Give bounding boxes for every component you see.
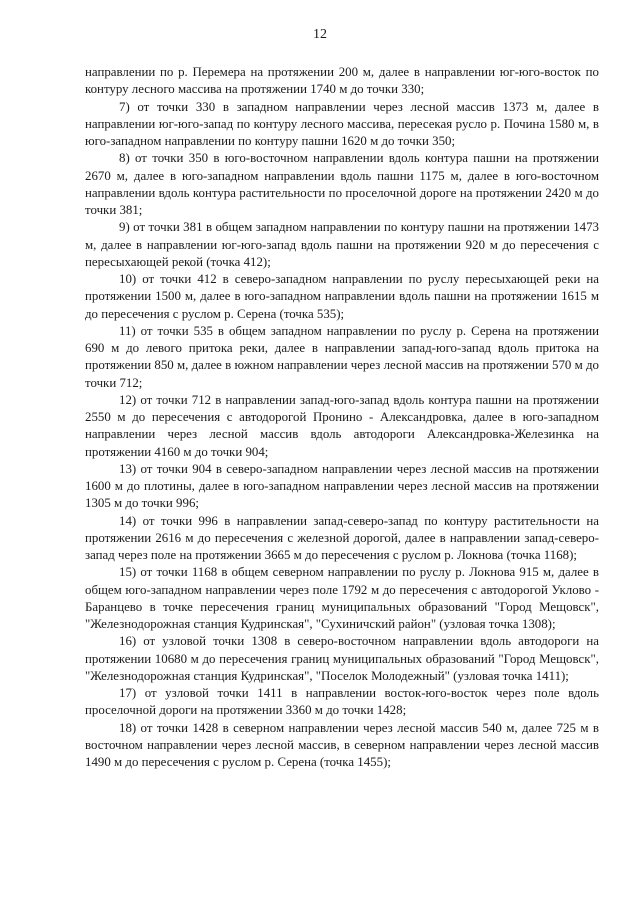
paragraph-item-16: 16) от узловой точки 1308 в северо-восточном направлении вдоль автодороги на протяжении 10680 м до пересечения границ муниципальных образований "Город Мещовск", "Железнодорожная станция Кудринская", "Поселок Молодежный" (узловая точка 1411); bbox=[85, 634, 599, 683]
paragraph-item-8: 8) от точки 350 в юго-восточном направлении вдоль контура пашни на протяжении 2670 м, далее в юго-западном направлении вдоль пашни 1175 м, далее в юго-восточном направлении вдоль контура растительности по проселочной дороге на протяжении 2420 м до точки 381; bbox=[85, 151, 599, 217]
paragraph-item-9: 9) от точки 381 в общем западном направлении по контуру пашни на протяжении 1473 м, далее в направлении юг-юго-запад вдоль пашни на протяжении 920 м до пересечения с пересыхающей рекой (точка 412); bbox=[85, 220, 599, 269]
paragraph-item-15: 15) от точки 1168 в общем северном направлении по руслу р. Локнова 915 м, далее в общем юго-западном направлении через поле 1792 м до пересечения с автодорогой Уклово - Баранцево в точке пересечения границ муниципальных образований "Город Мещовск", "Железнодорожная станция Кудринская", "Сухиничский район" (узловая точка 1308); bbox=[85, 565, 599, 631]
paragraph-item-11: 11) от точки 535 в общем западном направлении по руслу р. Серена на протяжении 690 м до левого притока реки, далее в направлении запад-юго-запад вдоль притока на протяжении 850 м, далее в южном направлении через лесной массив на протяжении 570 м до точки 712; bbox=[85, 323, 599, 390]
paragraph-item-10: 10) от точки 412 в северо-западном направлении по руслу пересыхающей реки на протяжении 1500 м, далее в юго-западном направлении вдоль пашни на протяжении 1615 м до пересечения с руслом р. Серена (точка 535); bbox=[85, 272, 599, 321]
paragraph-item-17: 17) от узловой точки 1411 в направлении восток-юго-восток через поле вдоль проселочной дороги на протяжении 3360 м до точки 1428; bbox=[85, 686, 599, 718]
document-body bbox=[85, 64, 599, 771]
paragraph-item-13: 13) от точки 904 в северо-западном направлении через лесной массив на протяжении 1600 м до плотины, далее в юго-западном направлении через лесной массив на протяжении 1305 м до точки 996; bbox=[85, 461, 599, 511]
paragraph-item-14: 14) от точки 996 в направлении запад-северо-запад по контуру растительности на протяжении 2616 м до пересечения с железной дорогой, далее в направлении запад-северо-запад через поле на протяжении 3665 м до пересечения с руслом р. Локнова (точка 1168); bbox=[85, 513, 599, 562]
paragraph-item-12: 12) от точки 712 в направлении запад-юго-запад вдоль контура пашни на протяжении 2550 м до пересечения с автодорогой Пронино - Александровка, далее в юго-западном направлении через лесной массив вдоль автодороги Александровка-Железинка на протяжении 4160 м до точки 904; bbox=[85, 392, 599, 459]
paragraph-continuation: направлении по р. Перемера на протяжении 200 м, далее в направлении юг-юго-восток по контуру лесного массива на протяжении 1740 м до точки 330; bbox=[85, 65, 599, 97]
paragraph-item-18: 18) от точки 1428 в северном направлении через лесной массив 540 м, далее 725 м в восточном направлении через лесной массив, в северном направлении через лесной массив 1490 м до пересечения с руслом р. Серена (точка 1455); bbox=[85, 720, 599, 769]
paragraph-item-7: 7) от точки 330 в западном направлении через лесной массив 1373 м, далее в направлении юг-юго-запад по контуру лесного массива, пересекая русло р. Почина 1580 м, в юго-западном направлении по контуру пашни 1620 м до точки 350; bbox=[85, 99, 599, 148]
page-number: 12 bbox=[313, 27, 327, 42]
